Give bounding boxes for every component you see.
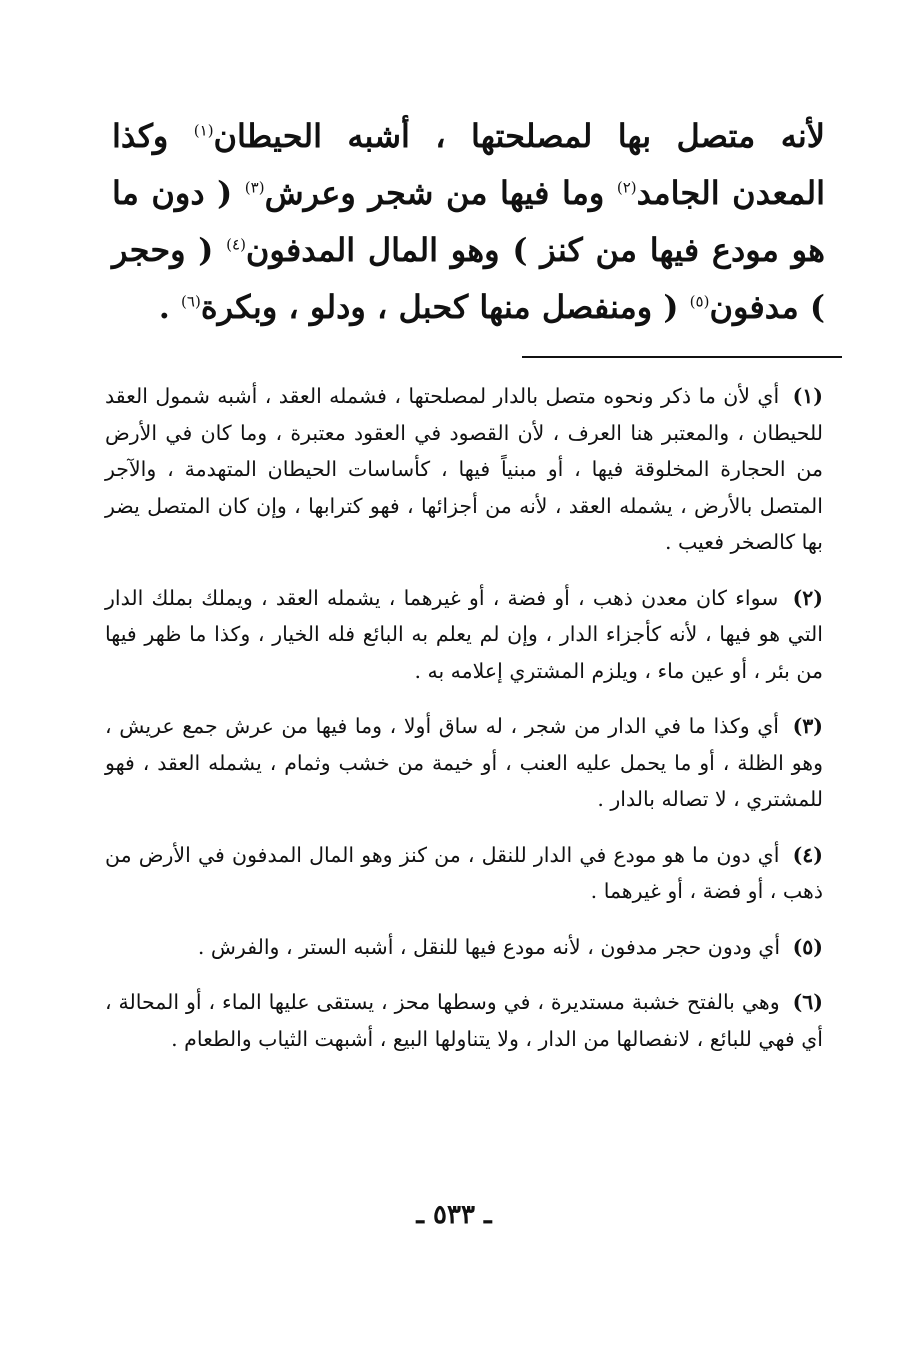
footnote-text: أي دون ما هو مودع في الدار للنقل ، من كنز وهو المال المدفون في الأرض من ذهب ، أو فضة ، أو غيرهما . — [105, 842, 823, 903]
footnote-ref[interactable]: (٤) — [226, 235, 246, 254]
main-text-segment: وما فيها من شجر وعرش — [264, 174, 617, 212]
footnote-text: أي ودون حجر مدفون ، لأنه مودع فيها للنقل ، أشبه الستر ، والفرش . — [197, 934, 781, 959]
footnote-ref[interactable]: (٣) — [244, 178, 265, 197]
main-text-segment: ( وحجر ) مدفون — [112, 231, 825, 326]
footnote-text: أي وكذا ما في الدار من شجر ، له ساق أولا ، وما فيها من عرش جمع عريش ، وهو الظلة ، أو ما يحمل عليه العنب ، أو خيمة من خشب وثمام ، يشمله العقد ، فهو للمشتري ، لا تصاله بالدار . — [105, 714, 823, 811]
footnote-4 — [105, 837, 823, 910]
footnote-number: (٦) — [792, 990, 823, 1014]
footnote-ref[interactable]: (٥) — [689, 292, 710, 311]
main-text-segment: ( ومنفصل — [541, 288, 690, 326]
footnote-number: (٢) — [792, 585, 823, 610]
footnote-separator — [522, 356, 842, 358]
footnote-number: (٥) — [792, 934, 823, 959]
footnote-2 — [105, 580, 823, 690]
main-text-segment: من كنز ) وهو المال المدفون — [245, 231, 637, 269]
footnote-1 — [105, 378, 823, 561]
main-text-segment: . — [158, 288, 182, 326]
footnote-ref[interactable]: (٦) — [181, 292, 201, 311]
footnote-number: (٤) — [792, 842, 823, 867]
footnote-5 — [105, 929, 823, 966]
footnote-number: (١) — [792, 384, 823, 408]
main-text-segment: وكذا المعدن — [112, 117, 826, 212]
footnote-3 — [105, 708, 823, 818]
main-text-segment: ( دون ما هو مودع فيها — [112, 174, 826, 269]
footnote-6 — [105, 984, 823, 1057]
footnote-text: وهي بالفتح خشبة مستديرة ، في وسطها محز ، يستقى عليها الماء ، أو المحالة ، أي فهي للبائع ، لانفصالها من الدار ، ولا يتناولها البيع ، أشبهت الثياب والطعام . — [105, 990, 823, 1051]
footnote-ref[interactable]: (٢) — [616, 178, 637, 197]
main-paragraph — [112, 108, 825, 336]
footnote-number: (٣) — [792, 714, 823, 738]
footnote-text: سواء كان معدن ذهب ، أو فضة ، أو غيرهما ، يشمله العقد ، ويملك بملك الدار التي هو فيها ، لأنه كأجزاء الدار ، وإن لم يعلم به البائع فله الخيار ، وكذا ما ظهر فيها من بئر ، أو عين ماء ، ويلزم المشتري إعلامه به . — [105, 585, 823, 683]
footnote-text: أي لأن ما ذكر ونحوه متصل بالدار لمصلحتها ، فشمله العقد ، أشبه شمول العقد للحيطان ، والمعتبر هنا العرف ، لأن القصود في العقود معتبرة ، وما كان في الأرض من الحجارة المخلوقة فيها ، أو مبنياً فيها ، كأساسات الحيطان المتهدمة ، والآجر المتصل بالأرض ، يشمله العقد ، لأنه من أجزائها ، فهو كترابها ، وإن كان المتصل يضر بها كالصخر فعيب . — [105, 384, 823, 554]
footnotes — [105, 378, 823, 1076]
page-number: ـ ٥٣٣ ـ — [416, 1200, 492, 1230]
footnote-ref[interactable]: (١) — [193, 121, 214, 140]
main-text-segment: الجامد — [636, 174, 720, 212]
main-text — [112, 108, 825, 336]
main-text-segment: لأنه متصل بها لمصلحتها ، أشبه الحيطان — [213, 117, 826, 155]
main-text-segment: منها كحبل ، ودلو ، وبكرة — [200, 288, 531, 326]
